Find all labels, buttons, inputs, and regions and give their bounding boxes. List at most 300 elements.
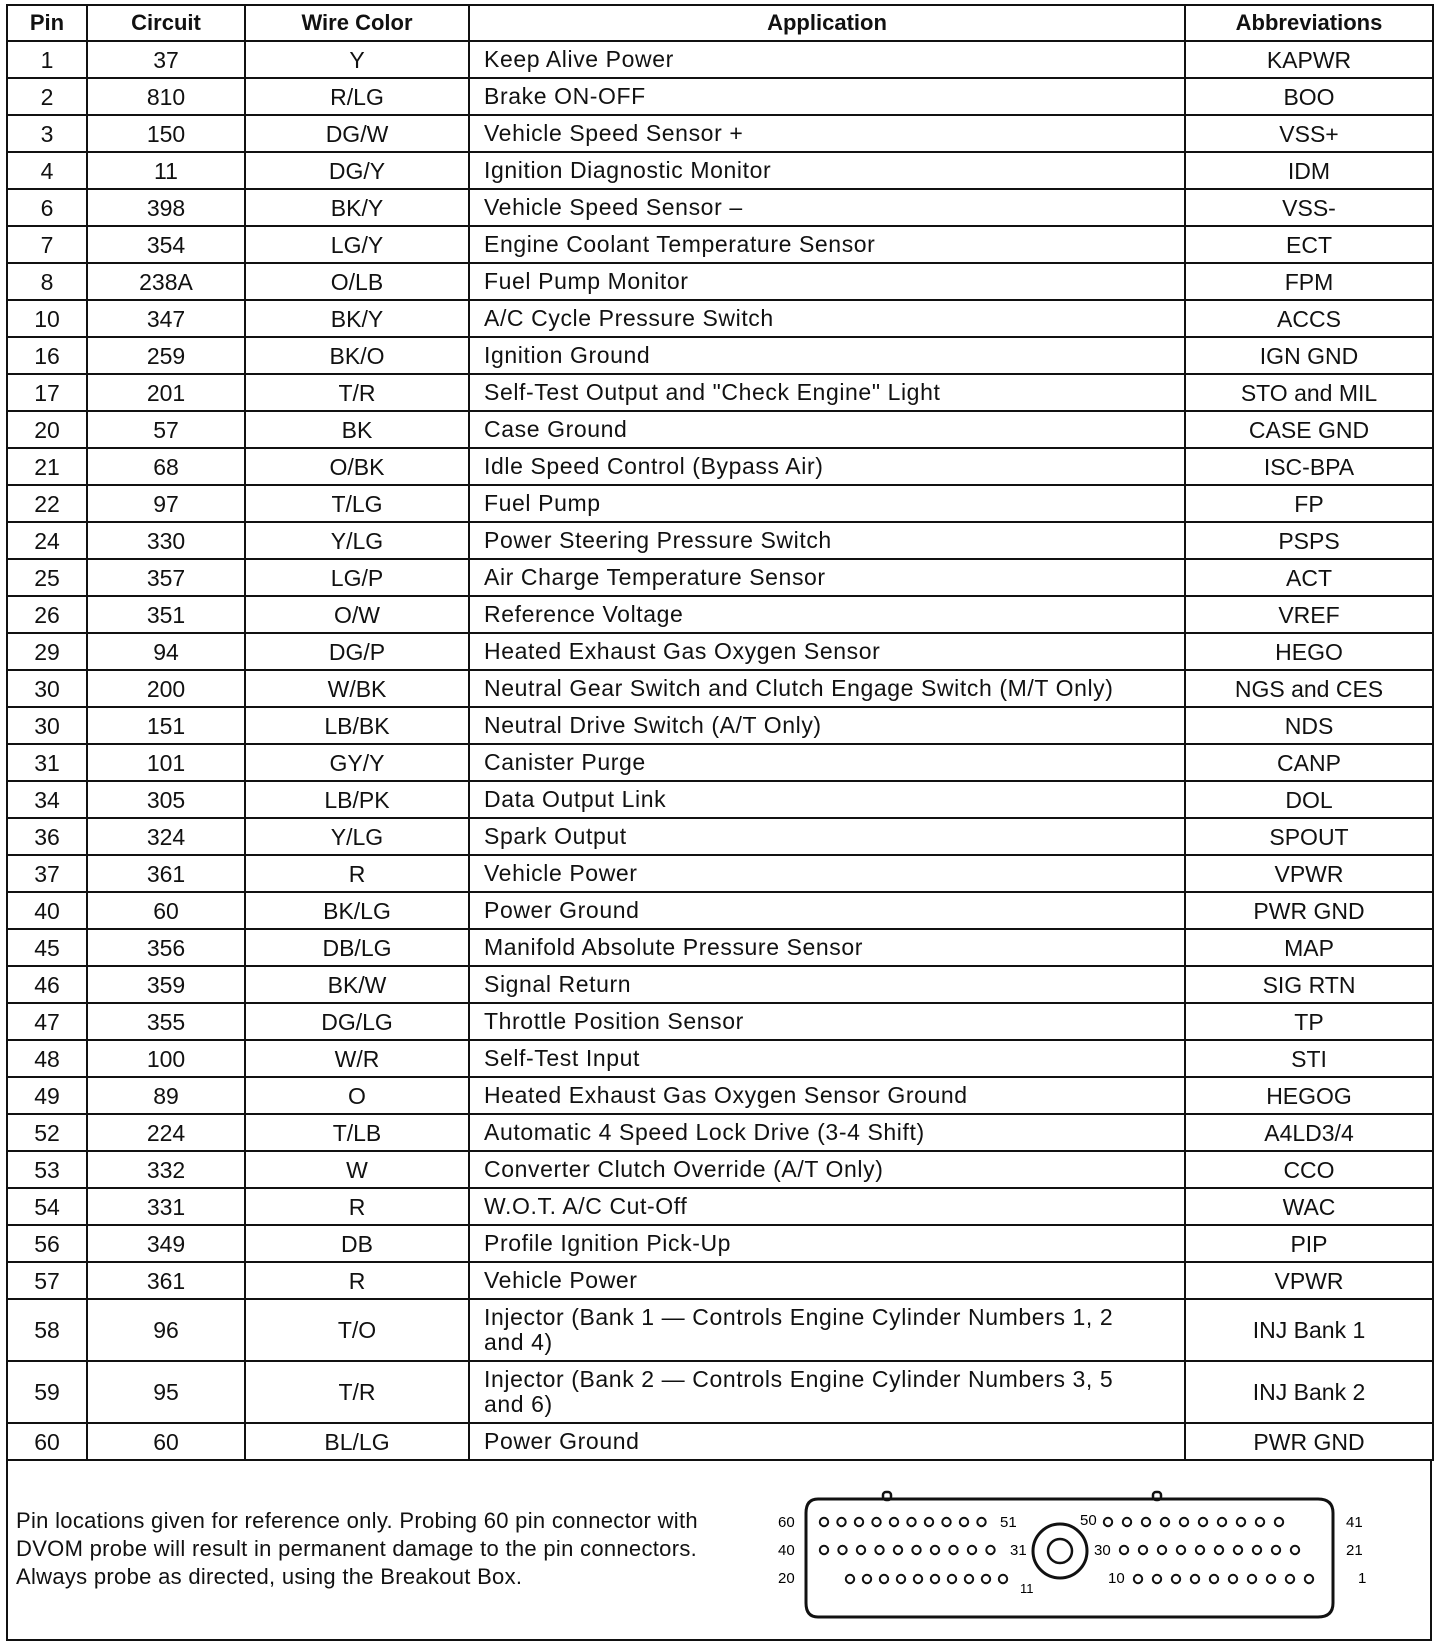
abbreviation-cell: ISC-BPA — [1185, 448, 1433, 485]
abbreviation-cell: ECT — [1185, 226, 1433, 263]
circuit-cell: 361 — [87, 855, 245, 892]
wire-color-cell: LB/PK — [245, 781, 469, 818]
circuit-cell: 101 — [87, 744, 245, 781]
abbreviation-cell: IDM — [1185, 152, 1433, 189]
application-cell — [469, 1077, 1185, 1114]
table-row — [7, 485, 1433, 522]
wire-color-cell: DB/LG — [245, 929, 469, 966]
circuit-cell: 151 — [87, 707, 245, 744]
pin-hole — [1142, 1518, 1150, 1526]
connector-label-41: 41 — [1346, 1514, 1363, 1531]
pin-hole — [1134, 1575, 1142, 1583]
circuit-cell: 95 — [87, 1361, 245, 1423]
pin-hole — [1161, 1518, 1169, 1526]
pin-cell: 46 — [7, 966, 87, 1003]
pin-cell: 21 — [7, 448, 87, 485]
connector-label-60: 60 — [778, 1514, 795, 1531]
abbreviation-cell: ACT — [1185, 559, 1433, 596]
table-row — [7, 1003, 1433, 1040]
circuit-cell: 150 — [87, 115, 245, 152]
application-text: Power Ground — [484, 897, 640, 923]
pin-cell: 22 — [7, 485, 87, 522]
abbreviation-cell: A4LD3/4 — [1185, 1114, 1433, 1151]
application-cell — [469, 41, 1185, 78]
probe-warning-note: Pin locations given for reference only. Probing 60 pin connector with DVOM probe will result in permanent damage to the pin connectors. Always probe as directed, using the Breakout Box. — [16, 1508, 698, 1589]
circuit-cell: 97 — [87, 485, 245, 522]
wire-color-cell: DG/Y — [245, 152, 469, 189]
application-text: Keep Alive Power — [484, 46, 674, 72]
abbreviation-cell: FP — [1185, 485, 1433, 522]
table-row — [7, 300, 1433, 337]
pin-hole — [1256, 1518, 1264, 1526]
circuit-cell: 200 — [87, 670, 245, 707]
pin-cell: 25 — [7, 559, 87, 596]
wire-color-cell: O/LB — [245, 263, 469, 300]
abbreviation-cell: NDS — [1185, 707, 1433, 744]
application-text: Heated Exhaust Gas Oxygen Sensor — [484, 638, 881, 664]
abbreviation-cell: TP — [1185, 1003, 1433, 1040]
application-cell — [469, 855, 1185, 892]
application-text: Signal Return — [484, 971, 632, 997]
pin-cell: 49 — [7, 1077, 87, 1114]
table-row — [7, 1423, 1433, 1460]
application-cell — [469, 818, 1185, 855]
pin-cell: 1 — [7, 41, 87, 78]
abbreviation-cell: VPWR — [1185, 855, 1433, 892]
pin-hole — [1272, 1546, 1280, 1554]
wire-color-cell: Y/LG — [245, 818, 469, 855]
abbreviation-cell: CANP — [1185, 744, 1433, 781]
pin-cell: 3 — [7, 115, 87, 152]
pin-hole — [880, 1575, 888, 1583]
connector-key-left — [883, 1492, 891, 1500]
circuit-cell: 398 — [87, 189, 245, 226]
pin-cell: 34 — [7, 781, 87, 818]
table-row — [7, 1188, 1433, 1225]
application-text: Throttle Position Sensor — [484, 1008, 744, 1034]
application-cell — [469, 1114, 1185, 1151]
circuit-cell: 324 — [87, 818, 245, 855]
pin-cell: 30 — [7, 707, 87, 744]
wire-color-cell: LG/P — [245, 559, 469, 596]
circuit-cell: 355 — [87, 1003, 245, 1040]
connector-label-50: 50 — [1080, 1512, 1097, 1529]
pin-cell: 17 — [7, 374, 87, 411]
wire-color-cell: T/R — [245, 1361, 469, 1423]
pin-hole — [931, 1575, 939, 1583]
circuit-cell: 224 — [87, 1114, 245, 1151]
abbreviation-cell: CASE GND — [1185, 411, 1433, 448]
application-cell — [469, 1423, 1185, 1460]
application-text: Spark Output — [484, 823, 627, 849]
pin-hole — [1237, 1518, 1245, 1526]
pin-cell: 53 — [7, 1151, 87, 1188]
table-row — [7, 1151, 1433, 1188]
circuit-cell: 357 — [87, 559, 245, 596]
wire-color-cell: Y/LG — [245, 522, 469, 559]
wire-color-cell: R/LG — [245, 78, 469, 115]
table-header-row — [7, 5, 1433, 41]
abbreviation-cell: VREF — [1185, 596, 1433, 633]
pin-hole — [1291, 1546, 1299, 1554]
header-abbreviations: Abbreviations — [1185, 5, 1433, 41]
table-row — [7, 152, 1433, 189]
wire-color-cell: LG/Y — [245, 226, 469, 263]
application-cell — [469, 152, 1185, 189]
pin-hole — [931, 1546, 939, 1554]
abbreviation-cell: VPWR — [1185, 1262, 1433, 1299]
abbreviation-cell: PIP — [1185, 1225, 1433, 1262]
wire-color-cell: R — [245, 1262, 469, 1299]
header-application: Application — [469, 5, 1185, 41]
pin-hole — [820, 1518, 828, 1526]
application-text: Vehicle Power — [484, 860, 638, 886]
pin-hole — [1305, 1575, 1313, 1583]
pin-hole — [857, 1546, 865, 1554]
table-row — [7, 744, 1433, 781]
connector-label-1: 1 — [1358, 1570, 1367, 1587]
table-row — [7, 633, 1433, 670]
pin-hole — [890, 1518, 898, 1526]
application-text: Power Steering Pressure Switch — [484, 527, 832, 553]
table-row — [7, 115, 1433, 152]
application-cell — [469, 411, 1185, 448]
pin-hole — [1215, 1546, 1223, 1554]
pin-cell: 59 — [7, 1361, 87, 1423]
table-row — [7, 189, 1433, 226]
circuit-cell: 89 — [87, 1077, 245, 1114]
pin-hole — [1234, 1546, 1242, 1554]
circuit-cell: 810 — [87, 78, 245, 115]
table-row — [7, 818, 1433, 855]
wire-color-cell: T/O — [245, 1299, 469, 1361]
wire-color-cell: DG/LG — [245, 1003, 469, 1040]
pin-hole — [1177, 1546, 1185, 1554]
wire-color-cell: T/R — [245, 374, 469, 411]
pin-hole — [912, 1546, 920, 1554]
pin-cell: 4 — [7, 152, 87, 189]
circuit-cell: 330 — [87, 522, 245, 559]
pin-hole — [1248, 1575, 1256, 1583]
application-cell — [469, 1151, 1185, 1188]
application-cell — [469, 781, 1185, 818]
connector-label-51: 51 — [1000, 1514, 1017, 1531]
pin-hole — [1139, 1546, 1147, 1554]
connector-label-40: 40 — [778, 1542, 795, 1559]
application-text: Reference Voltage — [484, 601, 684, 627]
table-row — [7, 1225, 1433, 1262]
application-cell — [469, 596, 1185, 633]
table-row — [7, 670, 1433, 707]
application-text: Self-Test Output and "Check Engine" Light — [484, 379, 941, 405]
wire-color-cell: DG/P — [245, 633, 469, 670]
table-row — [7, 855, 1433, 892]
circuit-cell: 96 — [87, 1299, 245, 1361]
pin-hole — [925, 1518, 933, 1526]
wire-color-cell: BK/Y — [245, 189, 469, 226]
application-cell — [469, 966, 1185, 1003]
pin-hole — [1218, 1518, 1226, 1526]
circuit-cell: 351 — [87, 596, 245, 633]
wire-color-cell: R — [245, 1188, 469, 1225]
abbreviation-cell: HEGO — [1185, 633, 1433, 670]
abbreviation-cell: VSS- — [1185, 189, 1433, 226]
table-row — [7, 78, 1433, 115]
pin-hole — [982, 1575, 990, 1583]
wire-color-cell: W/BK — [245, 670, 469, 707]
pin-hole — [1199, 1518, 1207, 1526]
application-cell — [469, 300, 1185, 337]
abbreviation-cell: INJ Bank 2 — [1185, 1361, 1433, 1423]
application-cell — [469, 892, 1185, 929]
pin-cell: 8 — [7, 263, 87, 300]
table-row — [7, 1299, 1433, 1361]
application-cell — [469, 707, 1185, 744]
connector-pin-holes — [820, 1518, 1313, 1583]
application-text: Neutral Gear Switch and Clutch Engage Switch (M/T Only) — [484, 675, 1114, 701]
application-text: Injector (Bank 2 — Controls Engine Cylinder Numbers 3, 5 and 6) — [484, 1366, 1114, 1417]
application-text: Vehicle Power — [484, 1267, 638, 1293]
application-text: Data Output Link — [484, 786, 667, 812]
pin-hole — [897, 1575, 905, 1583]
abbreviation-cell: ACCS — [1185, 300, 1433, 337]
circuit-cell: 60 — [87, 1423, 245, 1460]
pin-cell: 7 — [7, 226, 87, 263]
abbreviation-cell: VSS+ — [1185, 115, 1433, 152]
table-row — [7, 374, 1433, 411]
pin-cell: 24 — [7, 522, 87, 559]
wire-color-cell: DG/W — [245, 115, 469, 152]
application-cell — [469, 1262, 1185, 1299]
abbreviation-cell: CCO — [1185, 1151, 1433, 1188]
application-cell — [469, 115, 1185, 152]
abbreviation-cell: NGS and CES — [1185, 670, 1433, 707]
wire-color-cell: O/W — [245, 596, 469, 633]
application-text: A/C Cycle Pressure Switch — [484, 305, 774, 331]
table-row — [7, 226, 1433, 263]
table-row — [7, 929, 1433, 966]
pin-hole — [1123, 1518, 1131, 1526]
table-row — [7, 1361, 1433, 1423]
pin-hole — [1180, 1518, 1188, 1526]
pin-hole — [948, 1575, 956, 1583]
table-row — [7, 1114, 1433, 1151]
table-row — [7, 522, 1433, 559]
pin-cell: 52 — [7, 1114, 87, 1151]
pin-hole — [949, 1546, 957, 1554]
table-row — [7, 263, 1433, 300]
pin-cell: 20 — [7, 411, 87, 448]
pin-hole — [1286, 1575, 1294, 1583]
application-cell — [469, 522, 1185, 559]
application-cell — [469, 448, 1185, 485]
abbreviation-cell: PWR GND — [1185, 1423, 1433, 1460]
abbreviation-cell: KAPWR — [1185, 41, 1433, 78]
application-cell — [469, 744, 1185, 781]
pin-hole — [846, 1575, 854, 1583]
table-row — [7, 1262, 1433, 1299]
circuit-cell: 361 — [87, 1262, 245, 1299]
wire-color-cell: W — [245, 1151, 469, 1188]
table-row — [7, 448, 1433, 485]
wire-color-cell: BK/W — [245, 966, 469, 1003]
pin-hole — [1153, 1575, 1161, 1583]
circuit-cell: 57 — [87, 411, 245, 448]
pin-hole — [1191, 1575, 1199, 1583]
pin-hole — [986, 1546, 994, 1554]
abbreviation-cell: INJ Bank 1 — [1185, 1299, 1433, 1361]
pin-hole — [1229, 1575, 1237, 1583]
wire-color-cell: Y — [245, 41, 469, 78]
abbreviation-cell: DOL — [1185, 781, 1433, 818]
application-text: Vehicle Speed Sensor + — [484, 120, 744, 146]
abbreviation-cell: HEGOG — [1185, 1077, 1433, 1114]
pin-cell: 54 — [7, 1188, 87, 1225]
abbreviation-cell: SPOUT — [1185, 818, 1433, 855]
circuit-cell: 354 — [87, 226, 245, 263]
pin-cell: 29 — [7, 633, 87, 670]
pin-hole — [1275, 1518, 1283, 1526]
application-cell — [469, 374, 1185, 411]
pinout-table — [6, 4, 1434, 1461]
pin-cell: 47 — [7, 1003, 87, 1040]
pin-cell: 57 — [7, 1262, 87, 1299]
application-cell — [469, 1040, 1185, 1077]
pin-cell: 58 — [7, 1299, 87, 1361]
circuit-cell: 201 — [87, 374, 245, 411]
application-cell — [469, 929, 1185, 966]
pin-hole — [863, 1575, 871, 1583]
application-text: Idle Speed Control (Bypass Air) — [484, 453, 824, 479]
table-row — [7, 559, 1433, 596]
application-text: Vehicle Speed Sensor – — [484, 194, 743, 220]
wire-color-cell: T/LG — [245, 485, 469, 522]
application-text: Canister Purge — [484, 749, 646, 775]
pin-hole — [838, 1546, 846, 1554]
application-cell — [469, 1188, 1185, 1225]
pin-cell: 30 — [7, 670, 87, 707]
wire-color-cell: LB/BK — [245, 707, 469, 744]
pin-hole — [872, 1518, 880, 1526]
circuit-cell: 11 — [87, 152, 245, 189]
circuit-cell: 60 — [87, 892, 245, 929]
application-cell — [469, 337, 1185, 374]
application-text: Self-Test Input — [484, 1045, 641, 1071]
wire-color-cell: BK/Y — [245, 300, 469, 337]
abbreviation-cell: FPM — [1185, 263, 1433, 300]
application-cell — [469, 1003, 1185, 1040]
pin-hole — [855, 1518, 863, 1526]
application-cell — [469, 670, 1185, 707]
pin-cell: 16 — [7, 337, 87, 374]
pin-cell: 36 — [7, 818, 87, 855]
circuit-cell: 347 — [87, 300, 245, 337]
application-cell — [469, 226, 1185, 263]
application-text: Manifold Absolute Pressure Sensor — [484, 934, 864, 960]
pin-hole — [1253, 1546, 1261, 1554]
circuit-cell: 68 — [87, 448, 245, 485]
table-row — [7, 411, 1433, 448]
pin-hole — [1104, 1518, 1112, 1526]
application-text: Converter Clutch Override (A/T Only) — [484, 1156, 884, 1182]
wire-color-cell: R — [245, 855, 469, 892]
pin-cell: 2 — [7, 78, 87, 115]
wire-color-cell: O/BK — [245, 448, 469, 485]
circuit-cell: 259 — [87, 337, 245, 374]
application-text: Case Ground — [484, 416, 628, 442]
abbreviation-cell: STO and MIL — [1185, 374, 1433, 411]
pin-hole — [977, 1518, 985, 1526]
wire-color-cell: BK/LG — [245, 892, 469, 929]
application-cell — [469, 78, 1185, 115]
pin-hole — [1120, 1546, 1128, 1554]
pin-cell: 60 — [7, 1423, 87, 1460]
pin-hole — [875, 1546, 883, 1554]
connector-label-21: 21 — [1346, 1542, 1363, 1559]
pin-hole — [820, 1546, 828, 1554]
pin-hole — [1267, 1575, 1275, 1583]
wire-color-cell: W/R — [245, 1040, 469, 1077]
pin-hole — [960, 1518, 968, 1526]
circuit-cell: 356 — [87, 929, 245, 966]
circuit-cell: 349 — [87, 1225, 245, 1262]
connector-label-31: 31 — [1010, 1542, 1027, 1559]
wire-color-cell: BK — [245, 411, 469, 448]
abbreviation-cell: STI — [1185, 1040, 1433, 1077]
pin-cell: 26 — [7, 596, 87, 633]
pinout-sheet — [6, 4, 1432, 1644]
pin-cell: 10 — [7, 300, 87, 337]
application-text: Fuel Pump — [484, 490, 601, 516]
pin-hole — [968, 1546, 976, 1554]
connector-diagram — [778, 1483, 1418, 1633]
connector-key-right — [1153, 1492, 1161, 1500]
application-text: Brake ON-OFF — [484, 83, 646, 109]
application-text: Heated Exhaust Gas Oxygen Sensor Ground — [484, 1082, 968, 1108]
abbreviation-cell: PWR GND — [1185, 892, 1433, 929]
table-row — [7, 337, 1433, 374]
connector-label-11: 11 — [1020, 1581, 1034, 1596]
pin-cell: 31 — [7, 744, 87, 781]
pin-hole — [942, 1518, 950, 1526]
pin-hole — [1158, 1546, 1166, 1554]
connector-label-10: 10 — [1108, 1570, 1125, 1587]
abbreviation-cell: WAC — [1185, 1188, 1433, 1225]
wire-color-cell: O — [245, 1077, 469, 1114]
application-cell — [469, 1299, 1185, 1361]
connector-center-boss-outer — [1033, 1524, 1087, 1578]
abbreviation-cell: SIG RTN — [1185, 966, 1433, 1003]
wire-color-cell: BL/LG — [245, 1423, 469, 1460]
application-text: Power Ground — [484, 1428, 640, 1454]
application-text: W.O.T. A/C Cut-Off — [484, 1193, 688, 1219]
pin-hole — [965, 1575, 973, 1583]
circuit-cell: 332 — [87, 1151, 245, 1188]
circuit-cell: 238A — [87, 263, 245, 300]
application-text: Profile Ignition Pick-Up — [484, 1230, 732, 1256]
application-cell — [469, 189, 1185, 226]
table-row — [7, 892, 1433, 929]
wire-color-cell: GY/Y — [245, 744, 469, 781]
abbreviation-cell: MAP — [1185, 929, 1433, 966]
pin-cell: 37 — [7, 855, 87, 892]
header-wire-color: Wire Color — [245, 5, 469, 41]
pin-hole — [894, 1546, 902, 1554]
wire-color-cell: BK/O — [245, 337, 469, 374]
table-row — [7, 707, 1433, 744]
table-row — [7, 1040, 1433, 1077]
wire-color-cell: T/LB — [245, 1114, 469, 1151]
